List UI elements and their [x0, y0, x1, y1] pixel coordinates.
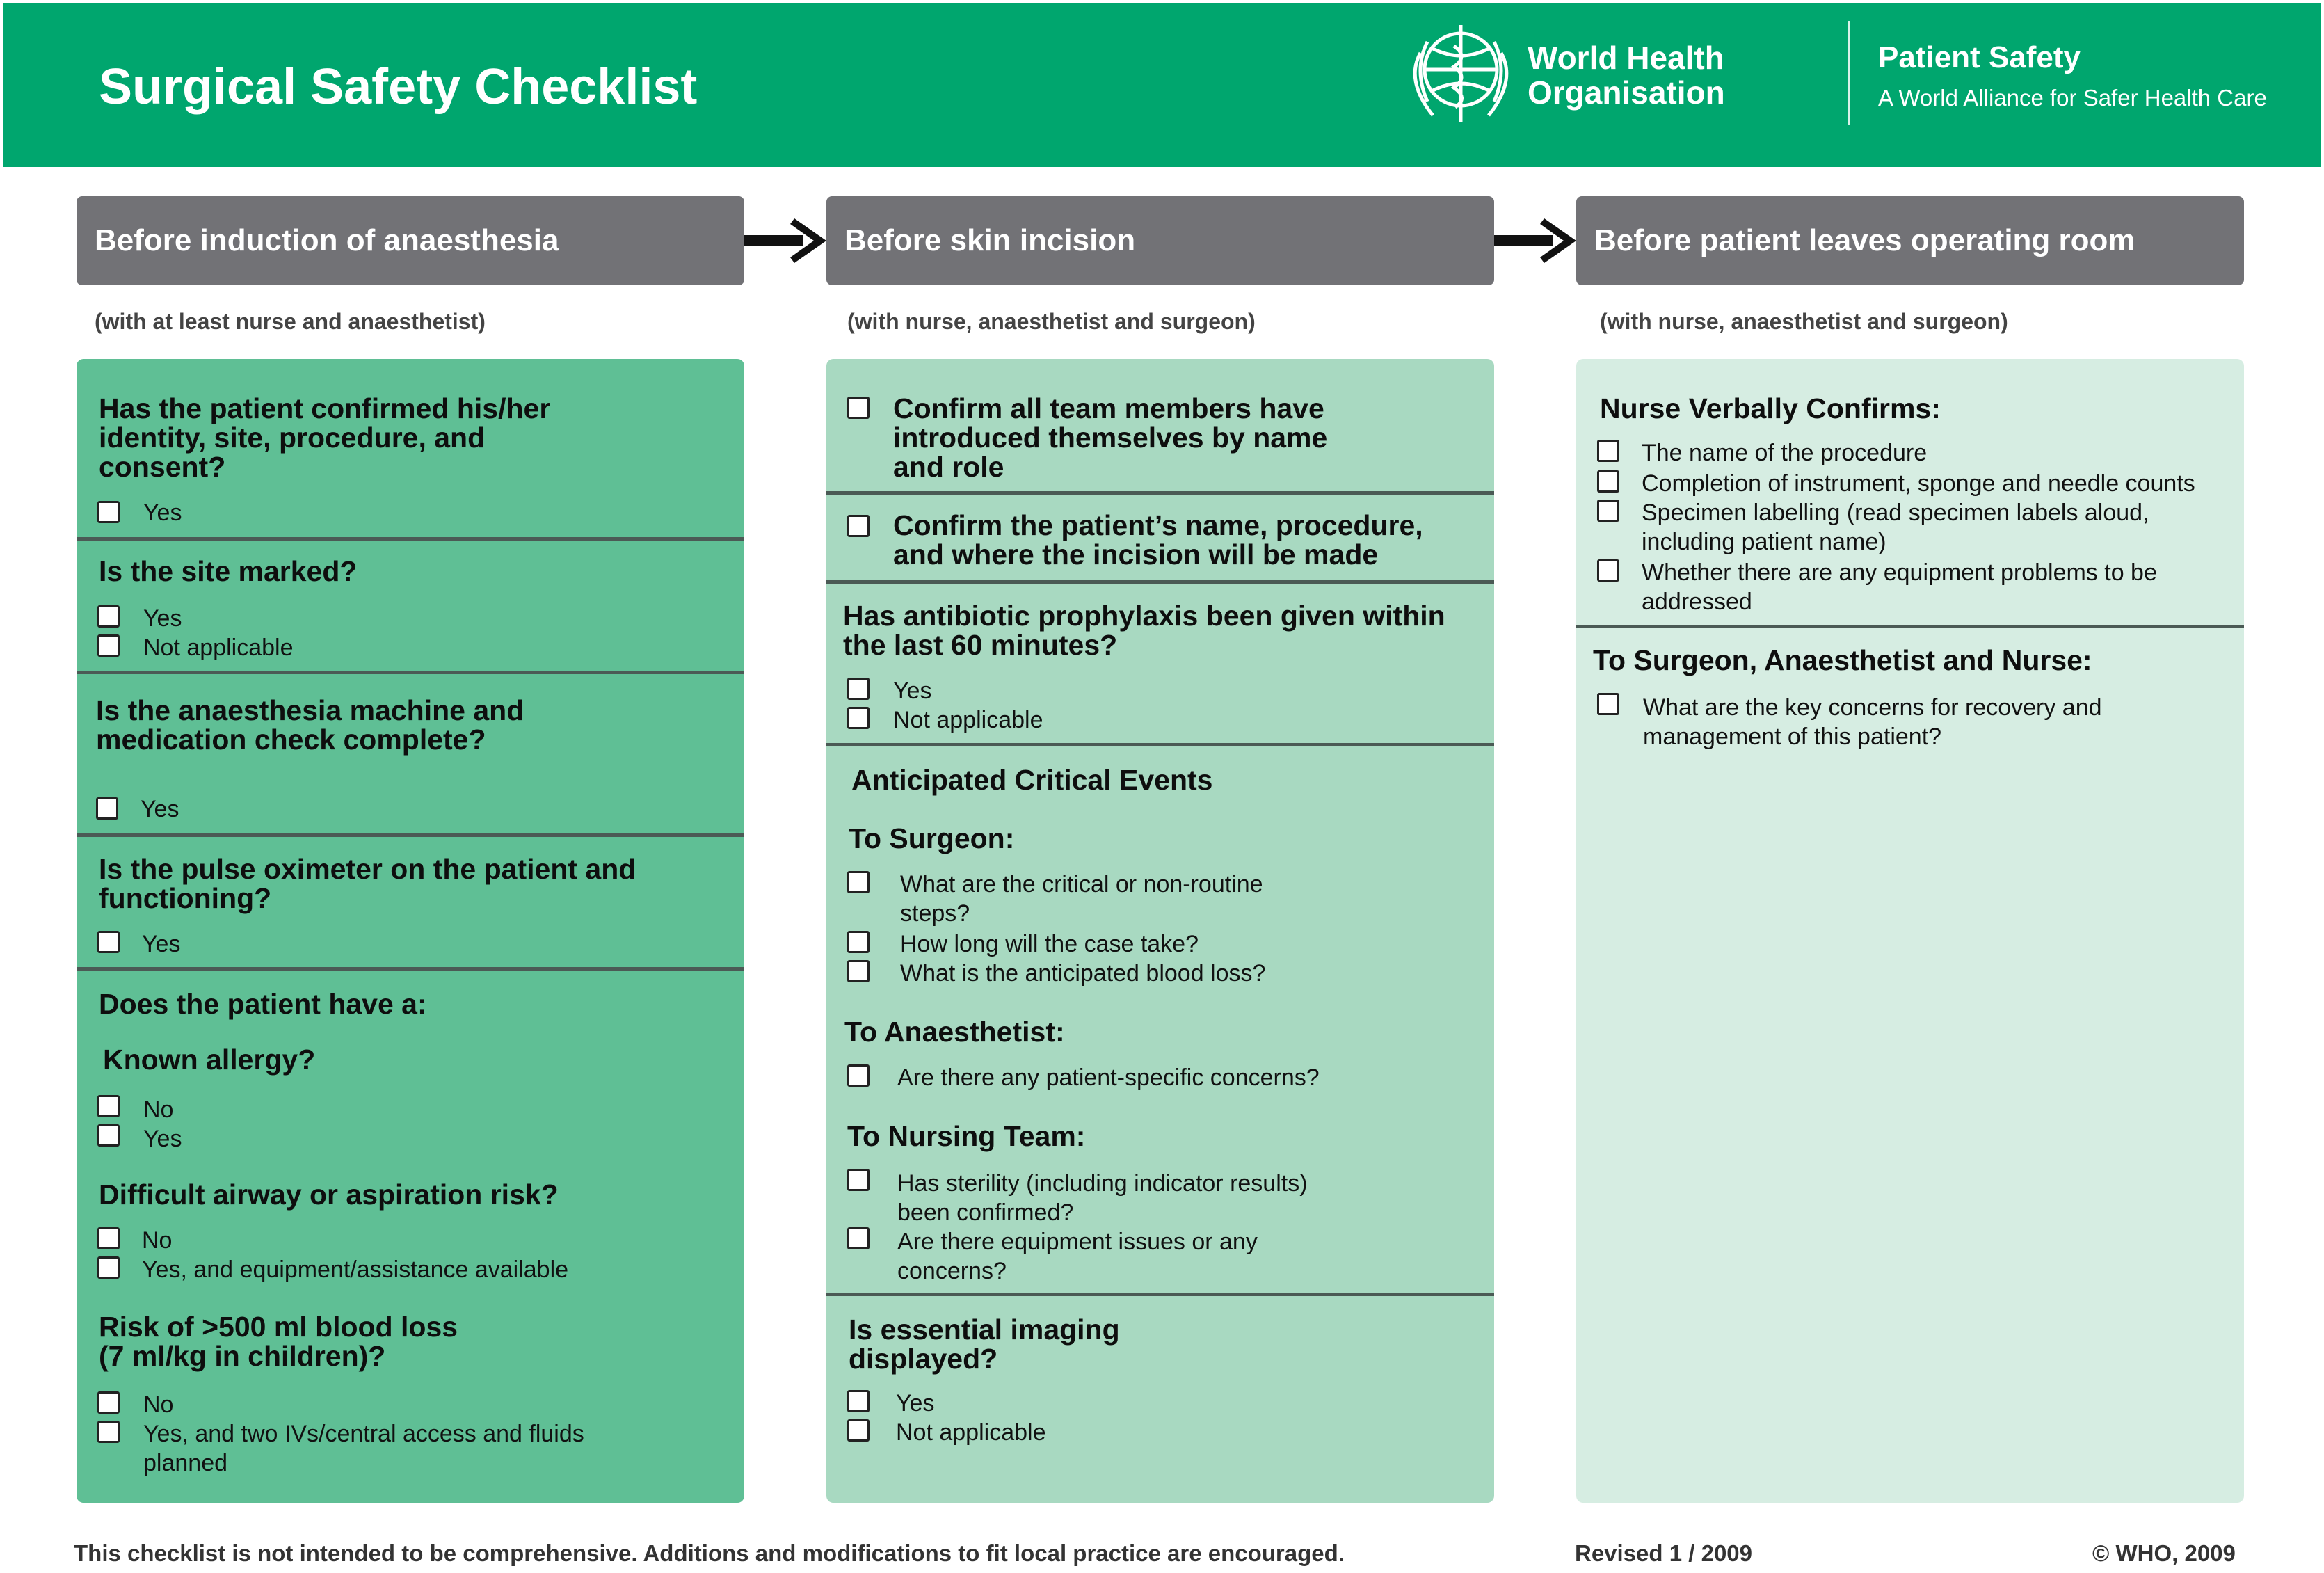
sterility-checkbox[interactable]	[847, 1169, 870, 1191]
option-label: No	[143, 1391, 174, 1418]
imaging-yes-checkbox[interactable]	[847, 1390, 870, 1412]
option-label: Has sterility (including indicator results) been confirmed?	[897, 1170, 1308, 1226]
anaesthesia-check-question: Is the anaesthesia machine and medication check complete?	[96, 694, 524, 756]
option-label: Yes, and two IVs/central access and fluids planned	[143, 1421, 584, 1476]
option-label: No	[143, 1096, 174, 1123]
identity-question: Has the patient confirmed his/her identity, site, procedure, and consent?	[99, 392, 551, 483]
equipment-problems-checkbox[interactable]	[1597, 559, 1619, 582]
arrow-right-icon	[1494, 216, 1578, 266]
option-label: Yes	[143, 1126, 182, 1152]
recovery-concerns-checkbox[interactable]	[1597, 693, 1619, 715]
section-divider	[826, 743, 1494, 746]
site-marked-question: Is the site marked?	[99, 555, 358, 587]
option-label: Yes	[142, 931, 181, 957]
option-label: Yes	[141, 796, 179, 822]
airway-question: Difficult airway or aspiration risk?	[99, 1179, 559, 1211]
identity-yes-checkbox[interactable]	[97, 501, 120, 523]
surgeon-duration-checkbox[interactable]	[847, 931, 870, 953]
airway-no-checkbox[interactable]	[97, 1227, 120, 1249]
antibiotic-question: Has antibiotic prophylaxis been given within the last 60 minutes?	[843, 600, 1445, 661]
header-banner	[3, 3, 2321, 167]
confirm-patient-item: Confirm the patient’s name, procedure, and where the incision will be made	[893, 509, 1423, 570]
to-surgeon-heading: To Surgeon:	[849, 822, 1015, 854]
section-divider	[826, 491, 1494, 495]
section-divider	[77, 833, 744, 837]
arrow-right-icon	[744, 216, 828, 266]
patient-has-question: Does the patient have a:	[99, 988, 427, 1020]
surgeon-steps-checkbox[interactable]	[847, 871, 870, 893]
option-label: What are the critical or non-routine steps?	[900, 871, 1263, 927]
surgeon-bloodloss-checkbox[interactable]	[847, 960, 870, 982]
phase-header-sign-in: Before induction of anaesthesia	[77, 196, 744, 285]
airway-yes-checkbox[interactable]	[97, 1256, 120, 1279]
pulse-oximeter-question: Is the pulse oximeter on the patient and functioning?	[99, 853, 636, 914]
allergy-no-checkbox[interactable]	[97, 1095, 120, 1117]
site-na-checkbox[interactable]	[97, 634, 120, 657]
option-label: No	[142, 1227, 173, 1254]
partner-subtitle: A World Alliance for Safer Health Care	[1878, 85, 2267, 111]
team-intro-checkbox[interactable]	[847, 397, 870, 419]
blood-yes-checkbox[interactable]	[97, 1421, 120, 1443]
phase-note-sign-out: (with nurse, anaesthetist and surgeon)	[1600, 309, 2008, 334]
option-label: The name of the procedure	[1642, 440, 1928, 466]
option-label: How long will the case take?	[900, 931, 1199, 957]
phase-note-time-out: (with nurse, anaesthetist and surgeon)	[847, 309, 1256, 334]
option-label: Yes	[143, 500, 182, 526]
option-label: Specimen labelling (read specimen labels aloud, including patient name)	[1642, 500, 2149, 555]
confirm-patient-checkbox[interactable]	[847, 515, 870, 537]
blood-loss-question: Risk of >500 ml blood loss (7 ml/kg in children)?	[99, 1311, 458, 1372]
anaesthetist-concerns-checkbox[interactable]	[847, 1064, 870, 1087]
org-name: World Health Organisation	[1528, 40, 1725, 111]
option-label: What are the key concerns for recovery and management of this patient?	[1643, 694, 2102, 750]
section-divider	[826, 1293, 1494, 1296]
section-divider	[826, 580, 1494, 584]
option-label: Not applicable	[143, 634, 294, 661]
procedure-name-checkbox[interactable]	[1597, 440, 1619, 462]
section-divider	[77, 671, 744, 674]
imaging-na-checkbox[interactable]	[847, 1419, 870, 1442]
section-divider	[77, 967, 744, 971]
option-label: Yes	[893, 678, 932, 704]
to-anaesthetist-heading: To Anaesthetist:	[844, 1016, 1065, 1048]
imaging-question: Is essential imaging displayed?	[849, 1314, 1120, 1375]
option-label: Yes	[143, 605, 182, 632]
option-label: What is the anticipated blood loss?	[900, 960, 1266, 987]
team-intro-item: Confirm all team members have introduced themselves by name and role	[893, 392, 1328, 483]
who-emblem-icon	[1400, 18, 1522, 129]
antibiotic-yes-checkbox[interactable]	[847, 678, 870, 700]
header-divider	[1848, 21, 1850, 125]
oximeter-yes-checkbox[interactable]	[97, 931, 120, 953]
option-label: Not applicable	[896, 1419, 1046, 1446]
to-nursing-heading: To Nursing Team:	[847, 1120, 1086, 1152]
option-label: Whether there are any equipment problems to be addressed	[1642, 559, 2157, 615]
critical-events-heading: Anticipated Critical Events	[851, 764, 1213, 796]
team-recovery-heading: To Surgeon, Anaesthetist and Nurse:	[1593, 644, 2092, 676]
section-divider	[77, 537, 744, 541]
blood-no-checkbox[interactable]	[97, 1391, 120, 1414]
disclaimer-text: This checklist is not intended to be comprehensive. Additions and modifications to fit local practice are encouraged.	[74, 1540, 1345, 1566]
nurse-confirms-heading: Nurse Verbally Confirms:	[1600, 392, 1941, 424]
option-label: Completion of instrument, sponge and needle counts	[1642, 470, 2195, 497]
partner-title: Patient Safety	[1878, 40, 2081, 74]
option-label: Yes	[896, 1390, 935, 1416]
page-title: Surgical Safety Checklist	[99, 59, 698, 115]
phase-header-sign-out: Before patient leaves operating room	[1576, 196, 2244, 285]
section-divider	[1576, 625, 2244, 628]
specimen-checkbox[interactable]	[1597, 500, 1619, 522]
counts-checkbox[interactable]	[1597, 470, 1619, 493]
copyright-text: © WHO, 2009	[2092, 1540, 2236, 1566]
anaesthesia-yes-checkbox[interactable]	[96, 797, 118, 820]
antibiotic-na-checkbox[interactable]	[847, 707, 870, 729]
option-label: Are there any patient-specific concerns?	[897, 1064, 1320, 1091]
allergy-yes-checkbox[interactable]	[97, 1124, 120, 1147]
option-label: Yes, and equipment/assistance available	[142, 1256, 569, 1283]
allergy-question: Known allergy?	[103, 1044, 316, 1076]
option-label: Are there equipment issues or any concerns?	[897, 1229, 1258, 1284]
equipment-issues-checkbox[interactable]	[847, 1227, 870, 1249]
revision-text: Revised 1 / 2009	[1575, 1540, 1753, 1566]
option-label: Not applicable	[893, 707, 1043, 733]
phase-note-sign-in: (with at least nurse and anaesthetist)	[95, 309, 486, 334]
site-yes-checkbox[interactable]	[97, 605, 120, 628]
phase-header-time-out: Before skin incision	[826, 196, 1494, 285]
